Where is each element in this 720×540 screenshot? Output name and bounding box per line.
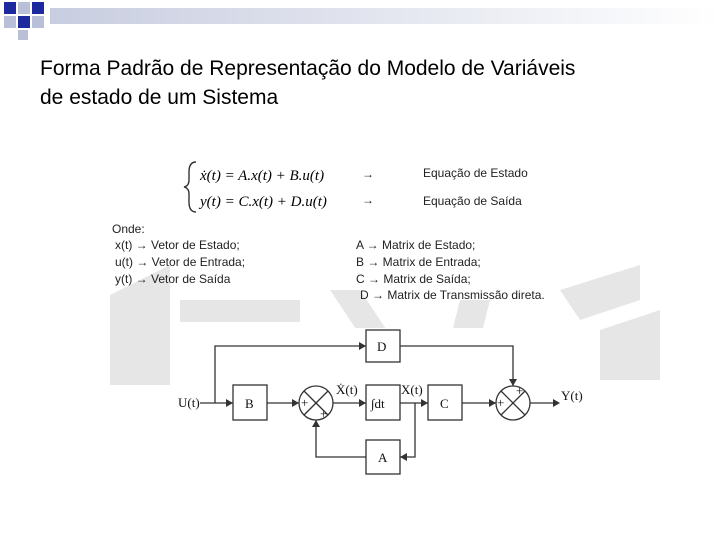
block-c-label: C <box>440 396 449 411</box>
vector-def: u(t) → Vetor de Entrada; <box>115 255 246 269</box>
input-label: U(t) <box>178 395 200 410</box>
matrix-def: A → Matrix de Estado; <box>356 238 476 252</box>
output-label: Y(t) <box>561 388 583 403</box>
title-line-1: Forma Padrão de Representação do Modelo de Variáveis <box>40 57 576 80</box>
sum1-sign-bottom: + <box>320 406 328 421</box>
sum2-sign-left: + <box>497 395 505 410</box>
state-equation-label: Equação de Estado <box>423 166 528 180</box>
state-arrow: → <box>362 167 374 181</box>
matrix-def: C → Matrix de Saída; <box>356 272 471 286</box>
output-equation: y(t) = C.x(t) + D.u(t) <box>200 194 327 210</box>
sum1-sign-left: + <box>301 395 309 410</box>
matrix-def: B → Matrix de Entrada; <box>356 255 481 269</box>
state-equations <box>184 162 528 212</box>
block-integrator-label: ∫dt <box>371 396 385 411</box>
output-arrow: → <box>362 193 374 207</box>
title-line-2: de estado de um Sistema <box>40 86 279 109</box>
matrix-def: D → Matrix de Transmissão direta. <box>360 288 545 302</box>
output-equation-label: Equação de Saída <box>423 194 522 208</box>
vector-def: x(t) → Vetor de Estado; <box>115 238 240 252</box>
where-heading: Onde: <box>112 222 145 236</box>
state-equation: ẋ(t) = A.x(t) + B.u(t) <box>200 168 325 184</box>
x-label: X(t) <box>401 382 423 397</box>
block-b-label: B <box>245 396 254 411</box>
block-d-label: D <box>377 339 387 354</box>
brace <box>184 162 196 212</box>
definitions <box>112 222 545 302</box>
block-a-label: A <box>378 450 388 465</box>
sum2-sign-top: + <box>516 383 524 398</box>
xdot-label: Ẋ(t) <box>336 382 358 397</box>
vector-def: y(t) → Vetor de Saída <box>115 272 231 286</box>
